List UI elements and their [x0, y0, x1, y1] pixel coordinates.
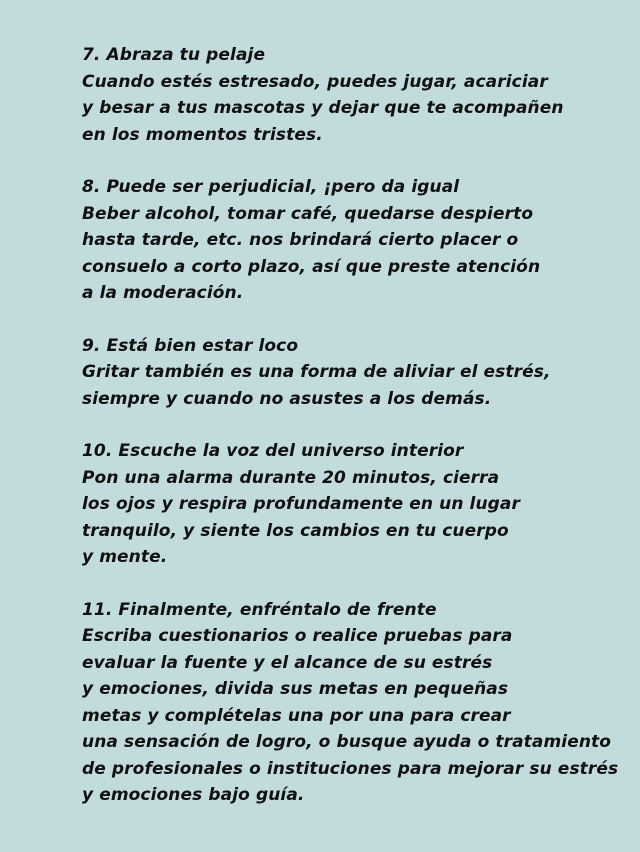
section-heading: 7. Abraza tu pelaje: [82, 45, 266, 65]
body-line: Beber alcohol, tomar café, quedarse despierto: [82, 203, 534, 224]
body-line: a la moderación.: [82, 283, 244, 303]
section-heading: 9. Está bien estar loco: [82, 335, 299, 356]
body-line: consuelo a corto plazo, así que preste atención: [82, 256, 541, 277]
body-line: y mente.: [82, 547, 168, 567]
body-line: tranquilo, y siente los cambios en tu cuerpo: [82, 520, 509, 541]
section-heading: 8. Puede ser perjudicial, ¡pero da igual: [82, 177, 460, 197]
body-line: Cuando estés estresado, puedes jugar, acariciar: [82, 71, 548, 92]
body-line: Escriba cuestionarios o realice pruebas para: [82, 626, 513, 646]
body-line: y emociones, divida sus metas en pequeñas: [82, 679, 509, 699]
body-line: siempre y cuando no asustes a los demás.: [82, 388, 492, 409]
body-line: en los momentos tristes.: [82, 124, 323, 145]
body-line: Pon una alarma durante 20 minutos, cierra: [82, 467, 500, 488]
section-heading: 10. Escuche la voz del universo interior: [82, 441, 464, 461]
body-line: los ojos y respira profundamente en un lugar: [82, 494, 520, 514]
tip-section-11: [82, 597, 640, 809]
tip-section-10: [82, 438, 640, 571]
body-line: y emociones bajo guía.: [82, 785, 305, 805]
body-line: Gritar también es una forma de aliviar el estrés,: [82, 362, 551, 382]
tip-section-8: [82, 174, 640, 307]
body-line: metas y complételas una por una para crear: [82, 705, 511, 726]
body-line: hasta tarde, etc. nos brindará cierto placer o: [82, 230, 519, 250]
body-line: y besar a tus mascotas y dejar que te acompañen: [82, 98, 564, 118]
body-line: de profesionales o instituciones para mejorar su estrés: [82, 758, 619, 779]
tip-section-9: [82, 333, 640, 413]
section-heading: 11. Finalmente, enfréntalo de frente: [82, 599, 437, 620]
body-line: una sensación de logro, o busque ayuda o tratamiento: [82, 732, 612, 752]
body-line: evaluar la fuente y el alcance de su estrés: [82, 652, 493, 673]
tip-section-7: [82, 42, 640, 148]
